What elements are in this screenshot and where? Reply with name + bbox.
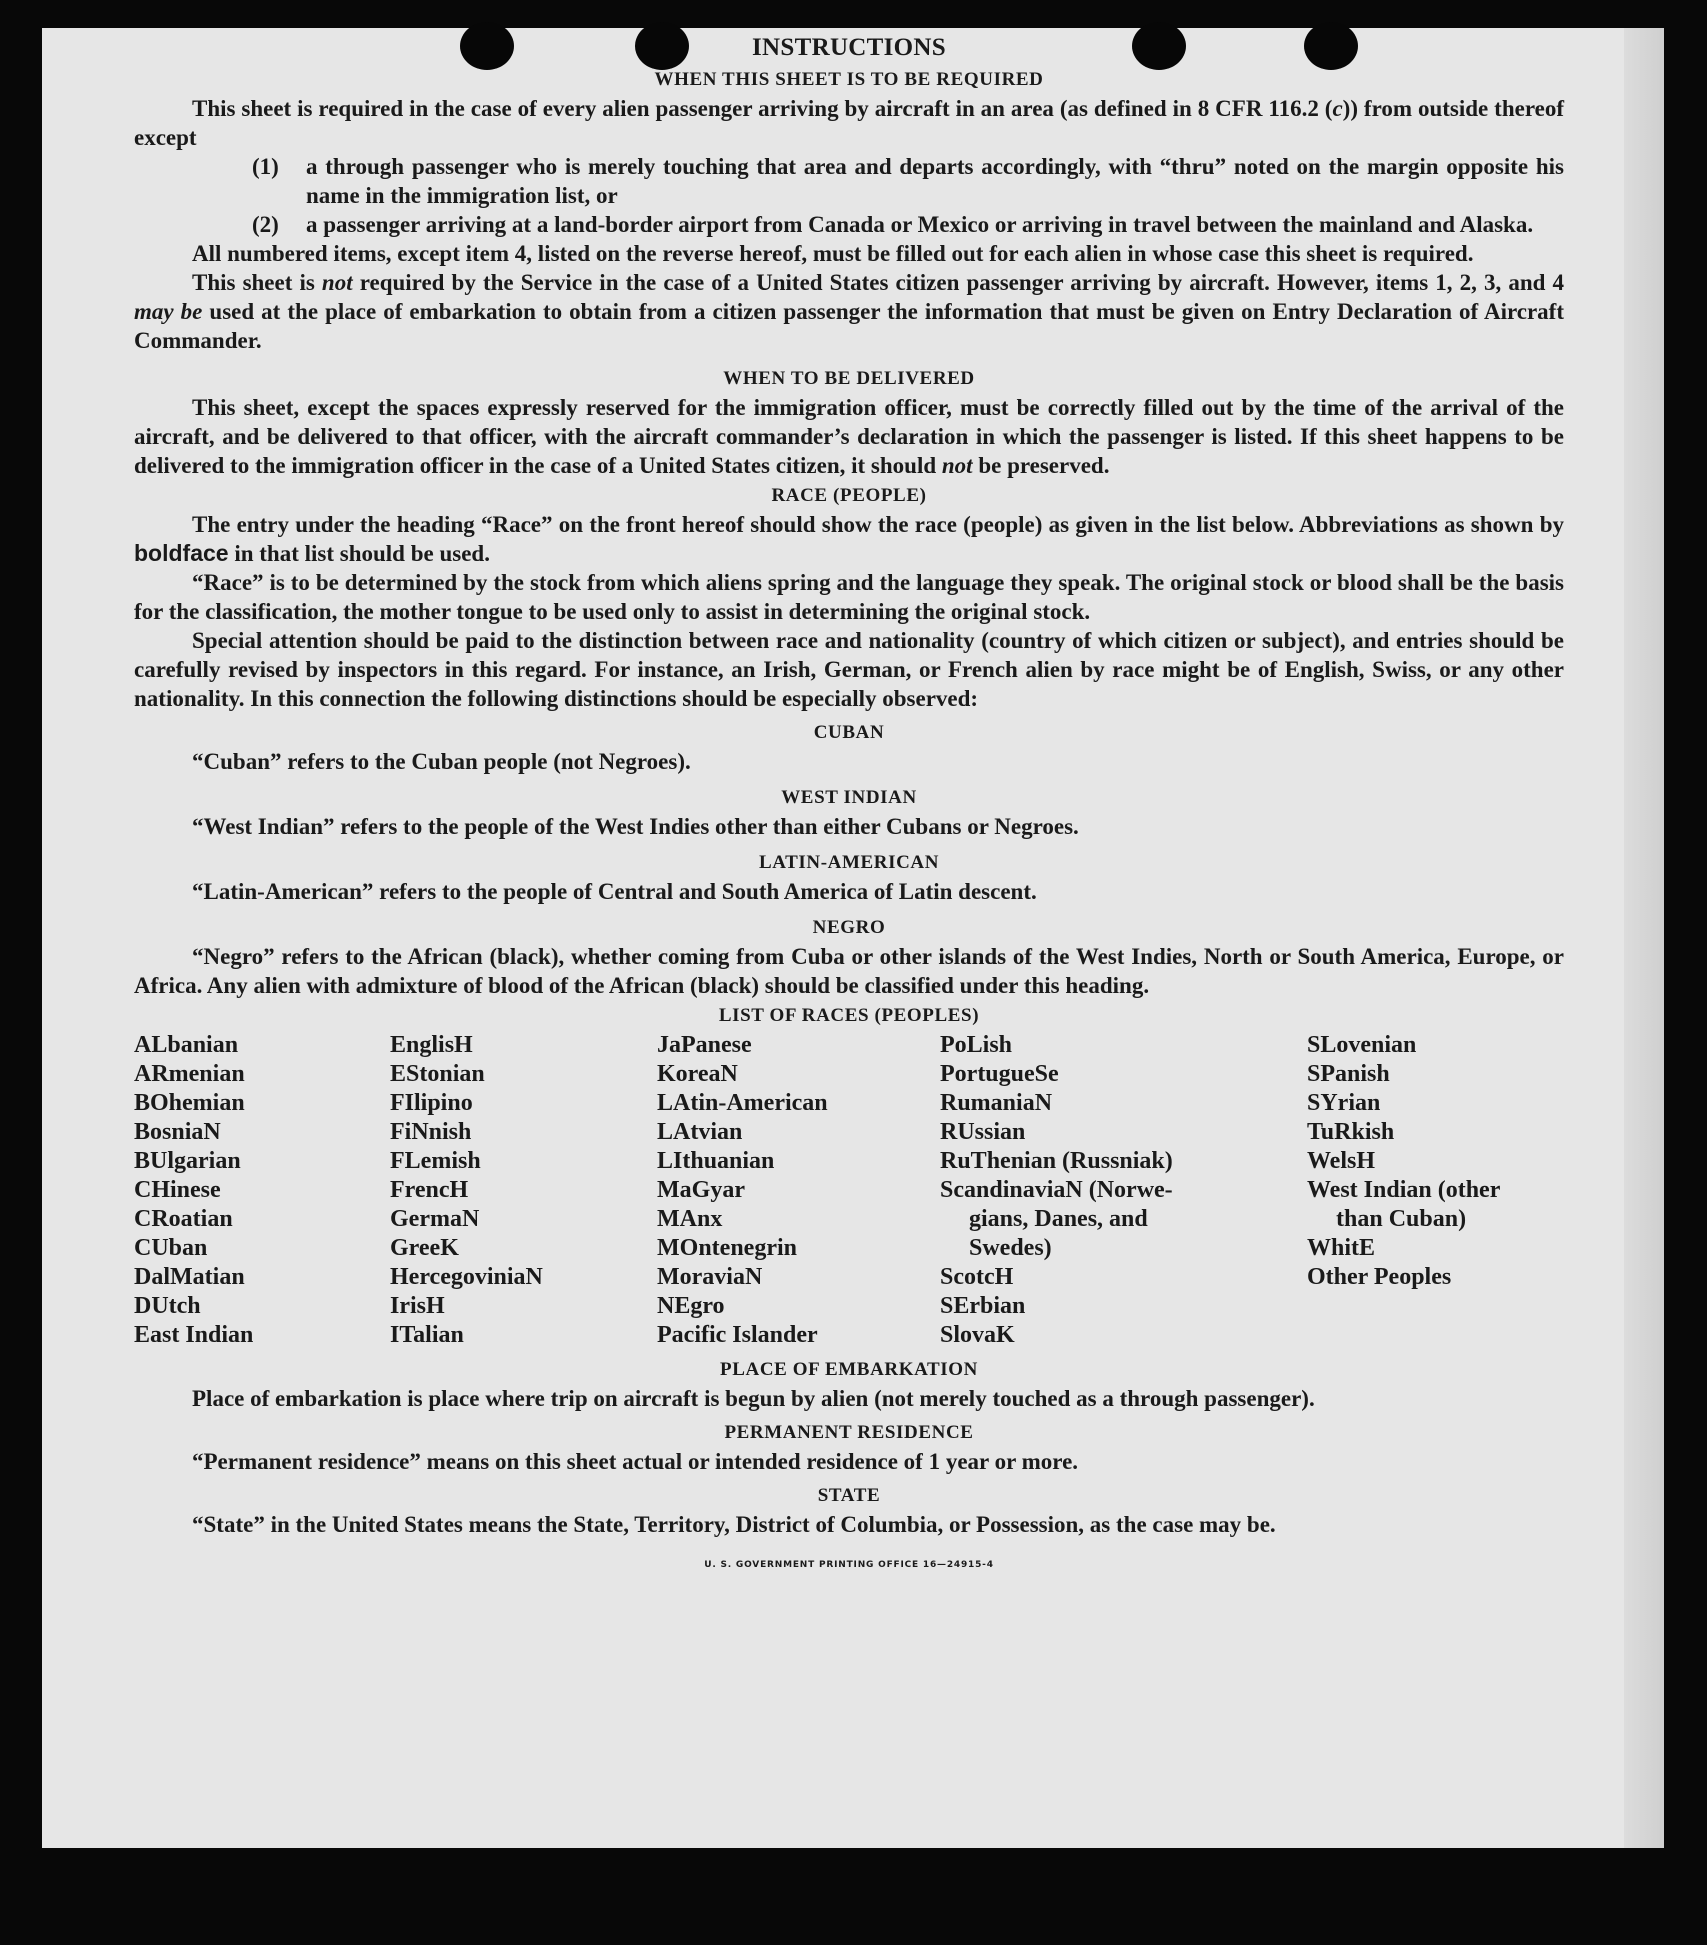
race-entry: PoLish — [940, 1032, 1013, 1058]
paragraph-when-delivered: This sheet, except the spaces expressly reserved for the immigration officer, must be correctly filled out by the time of the arrival of the aircraft, and be delivered to that officer, with the aircraft commander’s declaration in which the passenger is listed. If this sheet happens to be delivered to the immigration officer in the case of a United States citizen, it should not be preserved. — [134, 395, 1564, 478]
race-entry: Other Peoples — [1307, 1264, 1452, 1290]
race-column — [940, 1031, 1307, 1350]
heading-cuban: CUBAN — [813, 722, 885, 743]
exception-item-2: (2) a passenger arriving at a land-border airport from Canada or Mexico or arriving in travel between the mainland and Alaska. — [252, 212, 1534, 237]
race-entry: SYrian — [1307, 1090, 1381, 1116]
race-entry: NEgro — [657, 1293, 725, 1319]
paragraph-citizen: This sheet is not required by the Service in the case of a United States citizen passenger arriving by aircraft. However, items 1, 2, 3, and 4 may be used at the place of embarkation to obtain from a citizen passenger the information that must be given on Entry Declaration of Aircraft Commander. — [134, 270, 1565, 353]
race-entry: WhitE — [1307, 1235, 1376, 1261]
race-entry: SPanish — [1307, 1061, 1390, 1087]
race-entry: than Cuban) — [1336, 1206, 1467, 1232]
race-entry: SlovaK — [940, 1322, 1015, 1348]
race-entry: DUtch — [134, 1293, 201, 1319]
paragraph-race-nationality: Special attention should be paid to the distinction between race and nationality (country of which citizen or subject), and entries should be carefully revised by inspectors in this regard. For instance, an Irish, German, or French alien by race might be of English, Swiss, or any other nationality. In this connection the following distinctions should be especially observed: — [134, 628, 1564, 711]
exception-item-1: (1) a through passenger who is merely touching that area and departs accordingly, with “thru” noted on the margin opposite his name in the immigration list, or — [252, 154, 1564, 208]
paragraph-when-required: This sheet is required in the case of every alien passenger arriving by aircraft in an area (as defined in 8 CFR 116.2 (c)) from outside thereof except — [134, 96, 1564, 150]
race-entry: ScotcH — [940, 1264, 1014, 1290]
heading-permanent-residence: PERMANENT RESIDENCE — [724, 1422, 974, 1443]
race-entry: TuRkish — [1307, 1119, 1395, 1145]
race-entry: GermaN — [390, 1206, 480, 1232]
heading-west-indian: WEST INDIAN — [781, 787, 917, 808]
race-entry: KoreaN — [657, 1061, 738, 1087]
race-column — [390, 1031, 657, 1350]
race-entry: EStonian — [390, 1061, 485, 1087]
race-entry: EnglisH — [390, 1032, 473, 1058]
race-entry: Pacific Islander — [657, 1322, 818, 1348]
race-entry: BosniaN — [134, 1119, 221, 1145]
heading-race: RACE (PEOPLE) — [771, 485, 927, 506]
paragraph-state: “State” in the United States means the State, Territory, District of Columbia, or Possession, as the case may be. — [192, 1512, 1276, 1537]
race-entry: MaGyar — [657, 1177, 745, 1203]
race-entry: MOntenegrin — [657, 1235, 797, 1261]
heading-list-of-races: LIST OF RACES (PEOPLES) — [718, 1005, 980, 1026]
race-entry: PortugueSe — [940, 1061, 1059, 1087]
race-entry: HercegoviniaN — [390, 1264, 543, 1290]
race-entry: RUssian — [940, 1119, 1026, 1145]
paragraph-west-indian: “West Indian” refers to the people of the West Indies other than either Cubans or Negroes. — [192, 814, 1079, 839]
race-entry: West Indian (other — [1307, 1177, 1501, 1203]
race-entry: CUban — [134, 1235, 208, 1261]
race-entry: MAnx — [657, 1206, 723, 1232]
race-entry: East Indian — [134, 1322, 254, 1348]
race-entry: ALbanian — [134, 1032, 239, 1058]
race-entry: ScandinaviaN (Norwe- — [940, 1177, 1173, 1203]
printer-imprint: U. S. GOVERNMENT PRINTING OFFICE 16—24915-4 — [704, 1560, 994, 1570]
race-list — [134, 1031, 1564, 1350]
page-edge — [1624, 28, 1664, 1848]
heading-latin-american: LATIN-AMERICAN — [758, 852, 940, 873]
race-entry: CHinese — [134, 1177, 221, 1203]
race-entry: FLemish — [390, 1148, 481, 1174]
race-entry: BUlgarian — [134, 1148, 241, 1174]
race-entry: JaPanese — [657, 1032, 752, 1058]
heading-negro: NEGRO — [812, 917, 886, 938]
race-entry: MoraviaN — [657, 1264, 763, 1290]
instructions-body — [134, 28, 1564, 1580]
race-entry: RuThenian (Russniak) — [940, 1148, 1173, 1174]
race-entry: WelsH — [1307, 1148, 1376, 1174]
heading-embarkation: PLACE OF EMBARKATION — [720, 1359, 978, 1380]
race-entry: ITalian — [390, 1322, 464, 1348]
race-entry: SLovenian — [1307, 1032, 1417, 1058]
race-entry: IrisH — [390, 1293, 445, 1319]
document-page — [42, 28, 1664, 1848]
heading-when-delivered: WHEN TO BE DELIVERED — [723, 368, 975, 389]
race-entry: Swedes) — [969, 1235, 1052, 1261]
paragraph-race-entry: The entry under the heading “Race” on the front hereof should show the race (people) as given in the list below. Abbreviations as shown by boldface in that list should be used. — [134, 512, 1564, 566]
race-entry: RumaniaN — [940, 1090, 1053, 1116]
race-entry: LIthuanian — [657, 1148, 775, 1174]
heading-when-required: WHEN THIS SHEET IS TO BE REQUIRED — [654, 69, 1044, 90]
race-entry: FIlipino — [390, 1090, 473, 1116]
race-entry: CRoatian — [134, 1206, 233, 1232]
paragraph-numbered-items: All numbered items, except item 4, listed on the reverse hereof, must be filled out for each alien in whose case this sheet is required. — [192, 241, 1474, 266]
race-entry: FrencH — [390, 1177, 469, 1203]
race-entry: DalMatian — [134, 1264, 245, 1290]
race-entry: FiNnish — [390, 1119, 472, 1145]
race-column — [657, 1031, 940, 1350]
page-title: INSTRUCTIONS — [752, 34, 946, 61]
race-entry: GreeK — [390, 1235, 459, 1261]
race-entry: gians, Danes, and — [969, 1206, 1148, 1232]
paragraph-latin-american: “Latin-American” refers to the people of Central and South America of Latin descent. — [192, 879, 1037, 904]
race-column — [134, 1031, 390, 1350]
race-entry: BOhemian — [134, 1090, 245, 1116]
race-entry: ARmenian — [134, 1061, 245, 1087]
race-entry: LAtin-American — [657, 1090, 828, 1116]
race-entry: SErbian — [940, 1293, 1026, 1319]
paragraph-race-definition: “Race” is to be determined by the stock from which aliens spring and the language they speak. The original stock or blood shall be the basis for the classification, the mother tongue to be used only to assist in determining the original stock. — [134, 570, 1564, 624]
race-entry: LAtvian — [657, 1119, 743, 1145]
heading-state: STATE — [817, 1485, 881, 1506]
race-column — [1307, 1031, 1564, 1350]
paragraph-permanent-residence: “Permanent residence” means on this sheet actual or intended residence of 1 year or more. — [192, 1449, 1079, 1474]
paragraph-cuban: “Cuban” refers to the Cuban people (not Negroes). — [192, 749, 691, 774]
paragraph-embarkation: Place of embarkation is place where trip on aircraft is begun by alien (not merely touched as a through passenger). — [192, 1386, 1315, 1411]
paragraph-negro: “Negro” refers to the African (black), whether coming from Cuba or other islands of the West Indies, North or South America, Europe, or Africa. Any alien with admixture of blood of the African (black) should be classified under this heading. — [134, 944, 1564, 998]
